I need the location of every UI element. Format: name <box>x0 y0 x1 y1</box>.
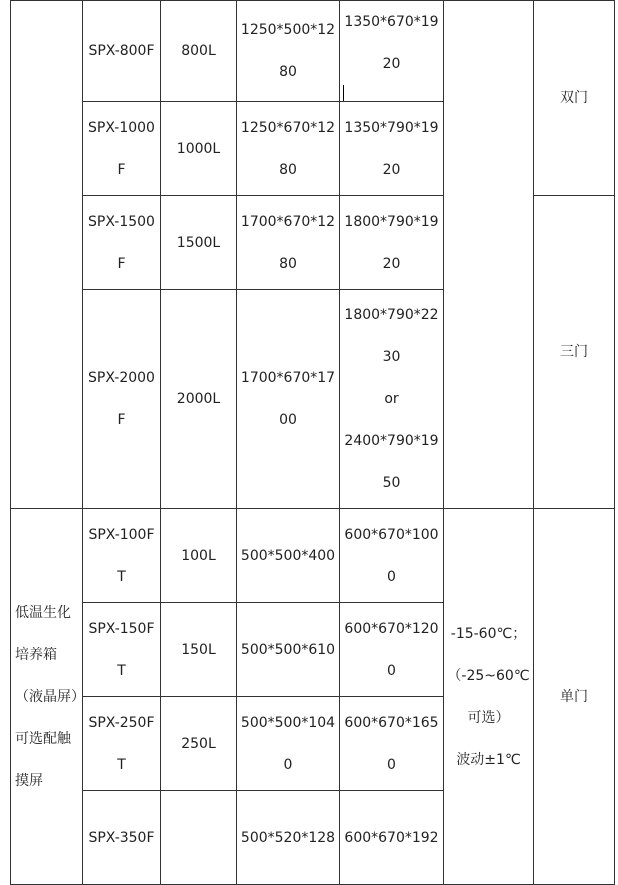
model-cell: SPX-1000 F <box>83 102 161 196</box>
volume-cell: 100L <box>161 509 237 603</box>
category-cell: 低温生化 培养箱 （液晶屏） 可选配触 摸屏 <box>11 509 83 885</box>
volume-cell: 250L <box>161 697 237 791</box>
model-cell: SPX-250F T <box>83 697 161 791</box>
outer-size-cell: 1350*790*19 20 <box>340 102 444 196</box>
model-cell: SPX-150F T <box>83 603 161 697</box>
table-row <box>11 509 615 603</box>
temp-cell-top <box>444 1 534 509</box>
outer-size-cell: 1800*790*22 30 or 2400*790*19 50 <box>340 290 444 509</box>
outer-size-cell[interactable]: 1350*670*19 20 <box>340 1 444 102</box>
inner-size-cell: 500*520*128 <box>237 791 340 885</box>
temp-cell: -15-60℃； （-25~60℃ 可选） 波动±1℃ <box>444 509 534 885</box>
door-cell: 三门 <box>534 196 615 509</box>
spec-table <box>10 0 615 885</box>
outer-size-cell: 600*670*192 <box>340 791 444 885</box>
inner-size-cell: 500*500*104 0 <box>237 697 340 791</box>
volume-cell: 2000L <box>161 290 237 509</box>
volume-cell: 150L <box>161 603 237 697</box>
volume-cell <box>161 791 237 885</box>
text-cursor <box>343 85 344 101</box>
inner-size-cell: 1700*670*17 00 <box>237 290 340 509</box>
inner-size-cell: 1250*670*12 80 <box>237 102 340 196</box>
outer-size-cell: 1800*790*19 20 <box>340 196 444 290</box>
model-cell: SPX-1500 F <box>83 196 161 290</box>
inner-size-cell: 500*500*400 <box>237 509 340 603</box>
model-cell: SPX-100F T <box>83 509 161 603</box>
inner-size-cell: 500*500*610 <box>237 603 340 697</box>
model-cell: SPX-2000 F <box>83 290 161 509</box>
outer-size-cell: 600*670*165 0 <box>340 697 444 791</box>
model-cell: SPX-800F <box>83 1 161 102</box>
table-row <box>11 1 615 102</box>
category-cell-top <box>11 1 83 509</box>
outer-size-cell: 600*670*100 0 <box>340 509 444 603</box>
model-cell: SPX-350F <box>83 791 161 885</box>
volume-cell: 1000L <box>161 102 237 196</box>
inner-size-cell: 1250*500*12 80 <box>237 1 340 102</box>
volume-cell: 800L <box>161 1 237 102</box>
door-cell: 双门 <box>534 1 615 196</box>
inner-size-cell: 1700*670*12 80 <box>237 196 340 290</box>
volume-cell: 1500L <box>161 196 237 290</box>
door-cell: 单门 <box>534 509 615 885</box>
outer-size-cell: 600*670*120 0 <box>340 603 444 697</box>
